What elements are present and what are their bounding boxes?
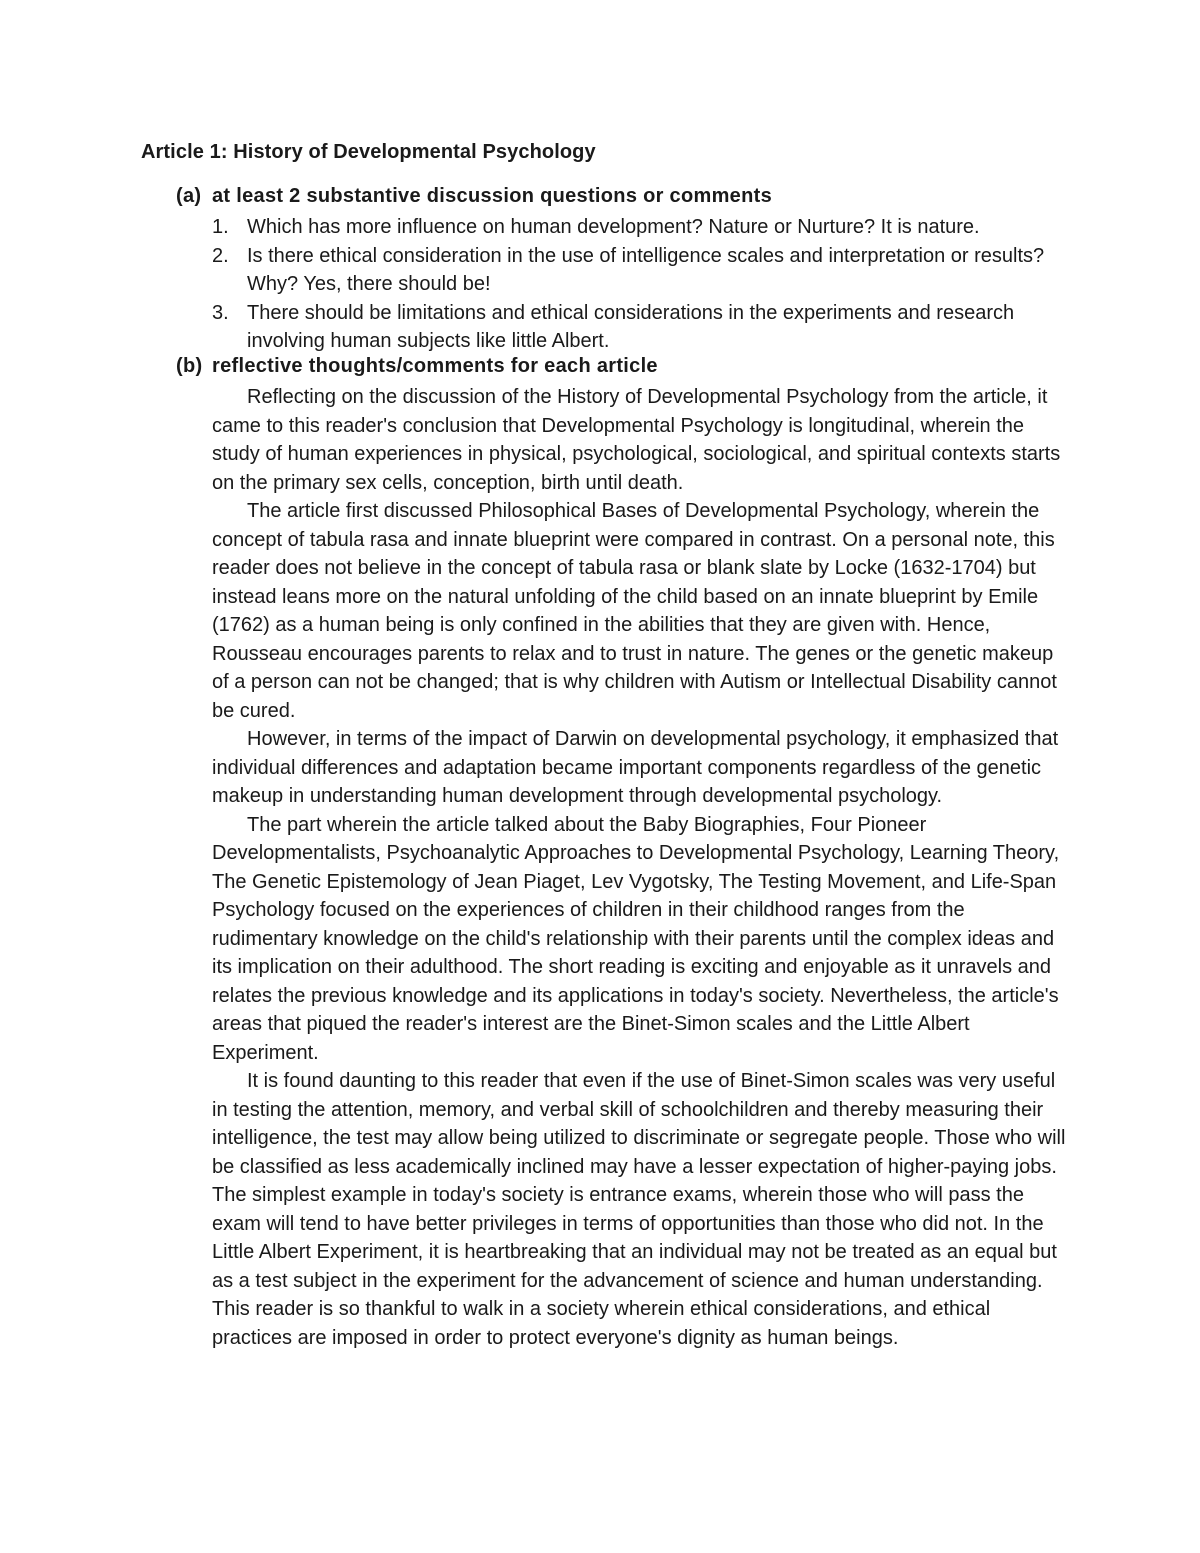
list-item xyxy=(212,299,1072,356)
list-item-text: Which has more influence on human development? Nature or Nurture? It is nature. xyxy=(247,216,980,238)
discussion-questions-list xyxy=(212,213,1072,356)
list-item xyxy=(212,242,1072,299)
document-title: Article 1: History of Developmental Psychology xyxy=(141,141,596,163)
section-b-heading xyxy=(176,355,658,378)
list-item-number: 2. xyxy=(212,244,229,267)
reflection-paragraph: However, in terms of the impact of Darwin on developmental psychology, it emphasized that individual differences and adaptation became important components regardless of the genetic makeup in understanding human development through developmental psychology. xyxy=(212,728,1059,807)
list-item-text: There should be limitations and ethical considerations in the experiments and research involving human subjects like little Albert. xyxy=(247,301,1015,352)
section-b-heading-text: reflective thoughts/comments for each article xyxy=(212,355,658,377)
list-item xyxy=(212,213,1072,242)
section-a-heading-text: at least 2 substantive discussion questions or comments xyxy=(212,185,772,207)
reflection-paragraph: The article first discussed Philosophical Bases of Developmental Psychology, wherein the concept of tabula rasa and innate blueprint were compared in contrast. On a personal note, this reader does not believe in the concept of tabula rasa or blank slate by Locke (1632-1704) but instead leans more on the natural unfolding of the child based on an innate blueprint by Emile (1762) as a human being is only confined in the abilities that they are given with. Hence, Rousseau encourages parents to relax and to trust in nature. The genes or the genetic makeup of a person can not be changed; that is why children with Autism or Intellectual Disability cannot be cured. xyxy=(212,500,1057,722)
list-item-text: Is there ethical consideration in the use of intelligence scales and interpretation or results? Why? Yes, there should be! xyxy=(247,244,1045,295)
reflection-paragraph: It is found daunting to this reader that even if the use of Binet-Simon scales was very useful in testing the attention, memory, and verbal skill of schoolchildren and thereby measuring their intelligence, the test may allow being utilized to discriminate or segregate people. Those who will be classified as less academically inclined may have a lesser expectation of higher-paying jobs. The simplest example in today's society is entrance exams, wherein those who will pass the exam will tend to have better privileges in terms of opportunities than those who did not. In the Little Albert Experiment, it is heartbreaking that an individual may not be treated as an equal but as a test subject in the experiment for the advancement of science and human understanding. This reader is so thankful to walk in a society wherein ethical considerations, and ethical practices are imposed in order to protect everyone's dignity as human beings. xyxy=(212,1070,1066,1349)
section-a-marker: (a) xyxy=(176,185,202,207)
section-a-heading xyxy=(176,185,772,208)
reflection-paragraph: Reflecting on the discussion of the History of Developmental Psychology from the article, it came to this reader's conclusion that Developmental Psychology is longitudinal, wherein the study of human experiences in physical, psychological, sociological, and spiritual contexts starts on the primary sex cells, conception, birth until death. xyxy=(212,386,1061,494)
reflection-body xyxy=(212,383,1072,1352)
reflection-paragraph: The part wherein the article talked about the Baby Biographies, Four Pioneer Developmentalists, Psychoanalytic Approaches to Developmental Psychology, Learning Theory, The Genetic Epistemology of Jean Piaget, Lev Vygotsky, The Testing Movement, and Life-Span Psychology focused on the experiences of children in their childhood ranges from the rudimentary knowledge on the child's relationship with their parents until the complex ideas and its implication on their adulthood. The short reading is exciting and enjoyable as it unravels and relates the previous knowledge and its applications in today's society. Nevertheless, the article's areas that piqued the reader's interest are the Binet-Simon scales and the Little Albert Experiment. xyxy=(212,813,1060,1064)
section-b-marker: (b) xyxy=(176,355,203,377)
list-item-number: 3. xyxy=(212,301,229,324)
list-item-number: 1. xyxy=(212,216,229,238)
